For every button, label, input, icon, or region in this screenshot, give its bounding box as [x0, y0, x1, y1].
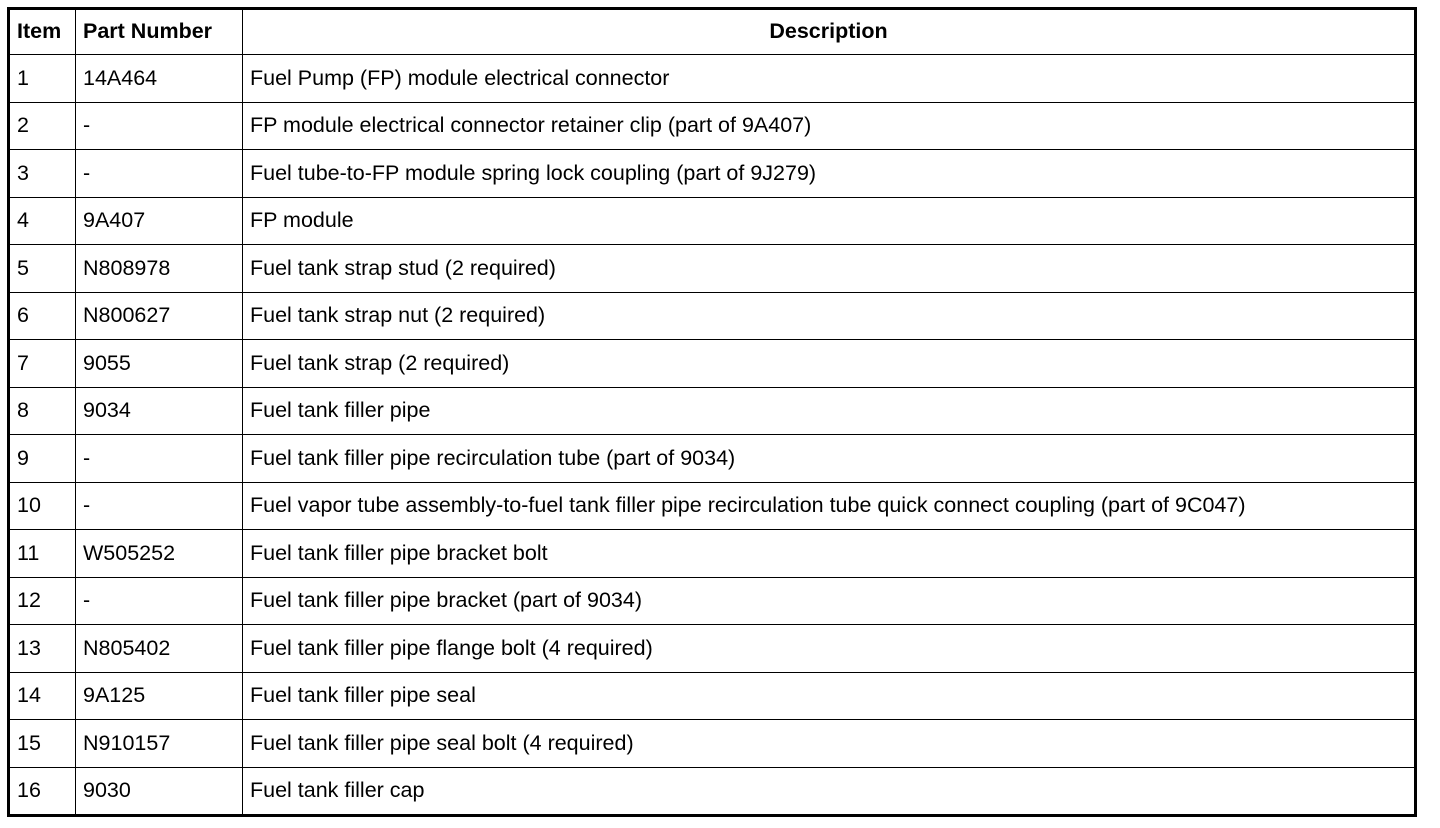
table-row [9, 340, 1416, 388]
cell-part-number: - [76, 435, 243, 483]
table-row [9, 55, 1416, 103]
parts-table [7, 7, 1417, 817]
table-row [9, 530, 1416, 578]
cell-part-number: - [76, 150, 243, 198]
table-row [9, 435, 1416, 483]
cell-description: Fuel tank filler pipe bracket bolt [243, 530, 1416, 578]
table-row [9, 292, 1416, 340]
cell-part-number: 14A464 [76, 55, 243, 103]
cell-item: 12 [9, 577, 76, 625]
cell-description: Fuel tank strap (2 required) [243, 340, 1416, 388]
cell-description: Fuel tank strap stud (2 required) [243, 245, 1416, 293]
cell-part-number: 9030 [76, 767, 243, 816]
cell-part-number: N805402 [76, 625, 243, 673]
cell-description: Fuel tank filler pipe bracket (part of 9034) [243, 577, 1416, 625]
cell-part-number: 9A125 [76, 672, 243, 720]
cell-description: Fuel tank filler pipe recirculation tube (part of 9034) [243, 435, 1416, 483]
cell-item: 11 [9, 530, 76, 578]
cell-description: Fuel tank filler pipe seal bolt (4 required) [243, 720, 1416, 768]
cell-item: 16 [9, 767, 76, 816]
cell-item: 14 [9, 672, 76, 720]
table-row [9, 767, 1416, 816]
header-part-number: Part Number [76, 9, 243, 55]
table-row [9, 625, 1416, 673]
cell-item: 4 [9, 197, 76, 245]
cell-description: Fuel tank strap nut (2 required) [243, 292, 1416, 340]
cell-part-number: - [76, 482, 243, 530]
cell-item: 13 [9, 625, 76, 673]
cell-description: Fuel tube-to-FP module spring lock coupling (part of 9J279) [243, 150, 1416, 198]
cell-part-number: 9055 [76, 340, 243, 388]
table-row [9, 245, 1416, 293]
cell-part-number: N910157 [76, 720, 243, 768]
table-row [9, 577, 1416, 625]
table-row [9, 482, 1416, 530]
cell-description: Fuel tank filler cap [243, 767, 1416, 816]
cell-description: FP module [243, 197, 1416, 245]
cell-description: Fuel tank filler pipe [243, 387, 1416, 435]
cell-item: 15 [9, 720, 76, 768]
cell-part-number: N800627 [76, 292, 243, 340]
table-row [9, 102, 1416, 150]
table-row [9, 720, 1416, 768]
cell-item: 9 [9, 435, 76, 483]
table-row [9, 150, 1416, 198]
cell-part-number: - [76, 102, 243, 150]
cell-description: Fuel tank filler pipe flange bolt (4 required) [243, 625, 1416, 673]
cell-description: Fuel Pump (FP) module electrical connector [243, 55, 1416, 103]
cell-item: 8 [9, 387, 76, 435]
table-row [9, 672, 1416, 720]
cell-item: 1 [9, 55, 76, 103]
table-row [9, 197, 1416, 245]
cell-item: 2 [9, 102, 76, 150]
table-row [9, 387, 1416, 435]
table-body [9, 55, 1416, 816]
cell-part-number: W505252 [76, 530, 243, 578]
cell-part-number: N808978 [76, 245, 243, 293]
cell-description: Fuel tank filler pipe seal [243, 672, 1416, 720]
cell-part-number: 9034 [76, 387, 243, 435]
cell-item: 5 [9, 245, 76, 293]
header-description: Description [243, 9, 1416, 55]
cell-item: 6 [9, 292, 76, 340]
cell-description: FP module electrical connector retainer clip (part of 9A407) [243, 102, 1416, 150]
cell-part-number: 9A407 [76, 197, 243, 245]
cell-description: Fuel vapor tube assembly-to-fuel tank filler pipe recirculation tube quick connect coupling (part of 9C047) [243, 482, 1416, 530]
header-item: Item [9, 9, 76, 55]
cell-item: 3 [9, 150, 76, 198]
table-header-row [9, 9, 1416, 55]
cell-part-number: - [76, 577, 243, 625]
cell-item: 10 [9, 482, 76, 530]
cell-item: 7 [9, 340, 76, 388]
